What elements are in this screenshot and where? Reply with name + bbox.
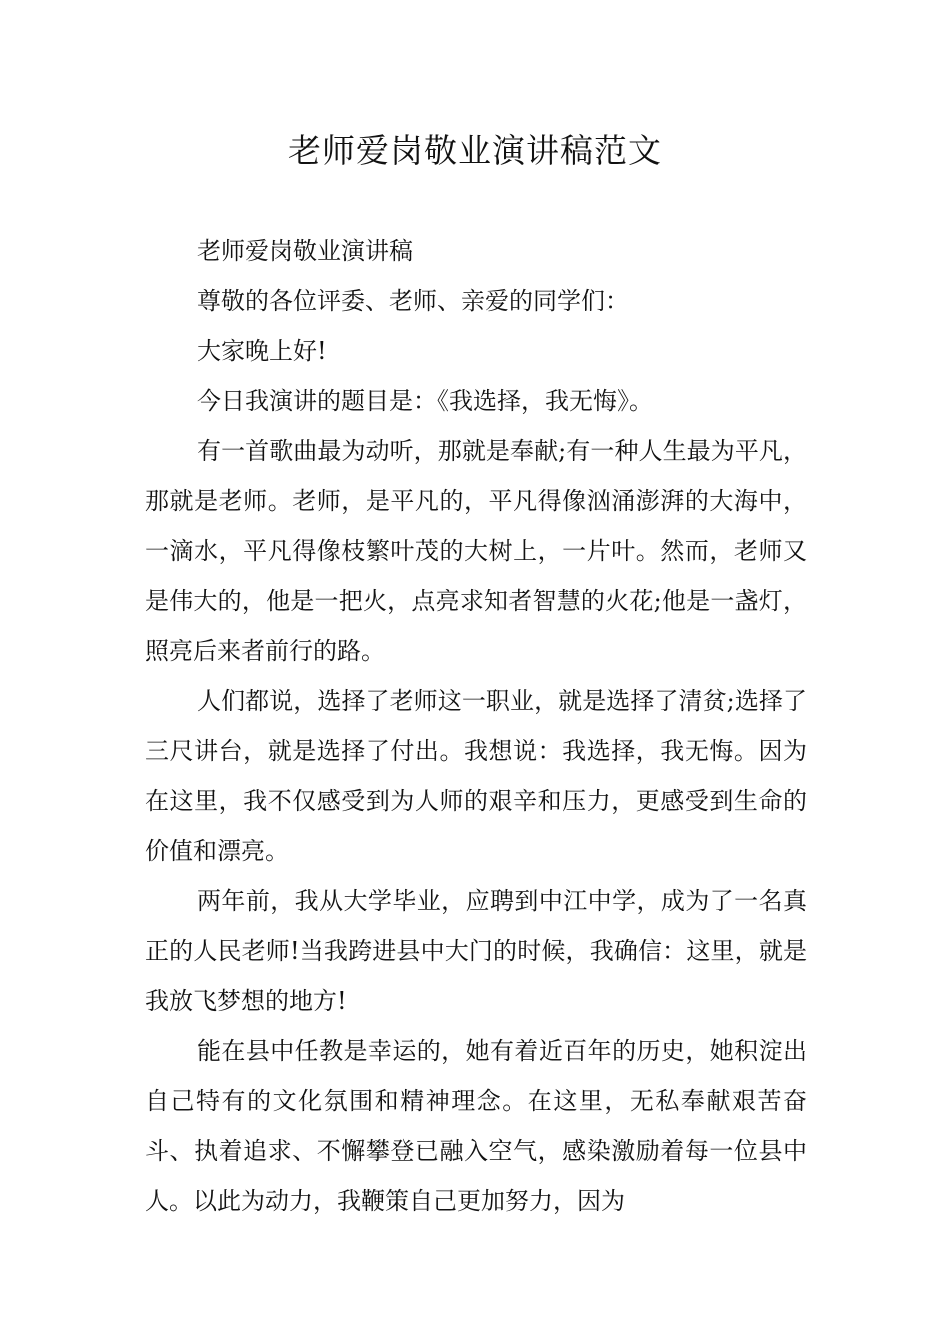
document-title: 老师爱岗敬业演讲稿范文 [288,131,662,170]
body-paragraph: 有一首歌曲最为动听，那就是奉献;有一种人生最为平凡，那就是老师。老师，是平凡的，平凡得像汹涌澎湃的大海中，一滴水，平凡得像枝繁叶茂的大树上，一片叶。然而，老师又是伟大的，他是一把火，点亮求知者智慧的火花;他是一盏灯，照亮后来者前行的路。 [145,437,807,665]
body-paragraph: 能在县中任教是幸运的，她有着近百年的历史，她积淀出自己特有的文化氛围和精神理念。在这里，无私奉献艰苦奋斗、执着追求、不懈攀登已融入空气，感染激励着每一位县中人。以此为动力，我鞭策自己更加努力，因为 [145,1037,807,1215]
salutation-paragraph: 尊敬的各位评委、老师、亲爱的同学们： [197,287,629,315]
body-paragraph: 两年前，我从大学毕业，应聘到中江中学，成为了一名真正的人民老师!当我跨进县中大门的时候，我确信：这里，就是我放飞梦想的地方! [145,887,807,1015]
body-paragraph: 人们都说，选择了老师这一职业，就是选择了清贫;选择了三尺讲台，就是选择了付出。我想说：我选择，我无悔。因为在这里，我不仅感受到为人师的艰辛和压力，更感受到生命的价值和漂亮。 [145,687,807,865]
subtitle-paragraph: 老师爱岗敬业演讲稿 [197,237,413,265]
topic-paragraph: 今日我演讲的题目是：《我选择，我无悔》。 [197,387,653,415]
greeting-paragraph: 大家晚上好! [197,337,327,365]
document-body [145,226,807,1226]
